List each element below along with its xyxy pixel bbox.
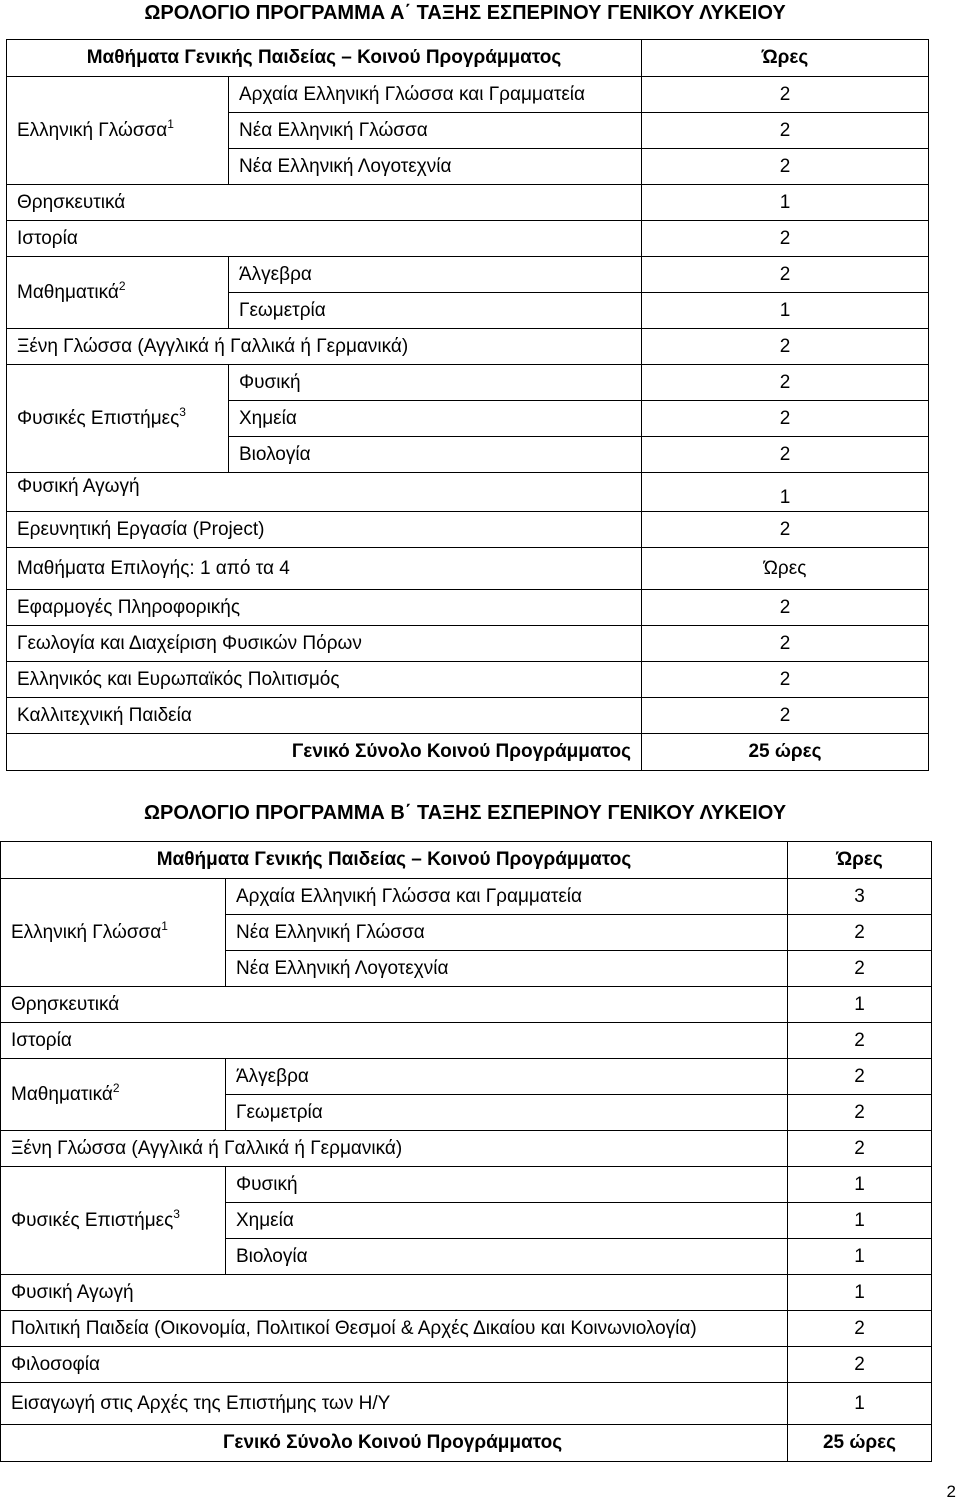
subject-name: Αρχαία Ελληνική Γλώσσα και Γραμματεία (226, 879, 788, 915)
subject-name: Βιολογία (229, 437, 642, 473)
subject-hours: 2 (642, 365, 929, 401)
elective-hours: 2 (642, 590, 929, 626)
science-label: Φυσικές Επιστήμες$^3$ (7, 365, 229, 473)
subject-name: Ερευνητική Εργασία (Project) (7, 512, 642, 548)
elective-hours: 2 (642, 698, 929, 734)
total-hours: 25 ώρες (642, 734, 929, 771)
subject-name: Θρησκευτικά (7, 185, 642, 221)
subject-name: Φυσική Αγωγή (1, 1275, 788, 1311)
subject-hours: 2 (642, 512, 929, 548)
elective-header-hours: Ώρες (642, 548, 929, 590)
table-row (7, 329, 929, 365)
table-row (1, 987, 932, 1023)
subject-name: Φυσική (226, 1167, 788, 1203)
table-row (1, 879, 932, 915)
subject-name: Φυσική Αγωγή (7, 473, 642, 512)
subject-name: Γεωμετρία (229, 293, 642, 329)
subject-hours: 2 (788, 1095, 932, 1131)
table-row (7, 473, 929, 512)
subject-hours: 2 (788, 1311, 932, 1347)
table-row (7, 626, 929, 662)
subject-name: Ιστορία (7, 221, 642, 257)
subject-name: Χημεία (226, 1203, 788, 1239)
subject-name: Γεωμετρία (226, 1095, 788, 1131)
subject-hours: 2 (642, 257, 929, 293)
subject-name: Θρησκευτικά (1, 987, 788, 1023)
subject-hours: 1 (642, 293, 929, 329)
schedule-a-title: ΩΡΟΛΟΓΙΟ ΠΡΟΓΡΑΜΜΑ Α΄ ΤΑΞΗΣ ΕΣΠΕΡΙΝΟΥ ΓΕΝΙΚΟΥ ΛΥΚΕΙΟΥ (144, 2, 786, 24)
subject-hours: 1 (642, 473, 929, 512)
header-label: Μαθήματα Γενικής Παιδείας – Κοινού Προγράμματος (1, 842, 788, 879)
elective-name: Καλλιτεχνική Παιδεία (7, 698, 642, 734)
table-row (1, 1275, 932, 1311)
subject-hours: 3 (788, 879, 932, 915)
subject-hours: 2 (642, 113, 929, 149)
schedule-b-table (0, 841, 932, 1462)
table-row (7, 698, 929, 734)
subject-hours: 1 (788, 1239, 932, 1275)
subject-name: Άλγεβρα (229, 257, 642, 293)
subject-hours: 2 (788, 915, 932, 951)
subject-hours: 2 (788, 1023, 932, 1059)
subject-hours: 1 (788, 1275, 932, 1311)
table-row (7, 662, 929, 698)
science-label: Φυσικές Επιστήμες$^3$ (1, 1167, 226, 1275)
subject-hours: 1 (642, 185, 929, 221)
subject-name: Εισαγωγή στις Αρχές της Επιστήμης των Η/Υ (1, 1383, 788, 1425)
subject-name: Χημεία (229, 401, 642, 437)
subject-hours: 1 (788, 1383, 932, 1425)
subject-hours: 2 (788, 1347, 932, 1383)
subject-name: Πολιτική Παιδεία (Οικονομία, Πολιτικοί Θεσμοί & Αρχές Δικαίου και Κοινωνιολογία) (1, 1311, 788, 1347)
subject-name: Φυσική (229, 365, 642, 401)
subject-hours: 2 (642, 401, 929, 437)
table-row (7, 365, 929, 401)
table-row (7, 590, 929, 626)
subject-hours: 1 (788, 1203, 932, 1239)
subject-name: Φιλοσοφία (1, 1347, 788, 1383)
elective-hours: 2 (642, 662, 929, 698)
math-label: Μαθηματικά$^2$ (1, 1059, 226, 1131)
table-row (1, 1347, 932, 1383)
header-label: Μαθήματα Γενικής Παιδείας – Κοινού Προγράμματος (7, 40, 642, 77)
greek-label: Ελληνική Γλώσσα$^1$ (7, 77, 229, 185)
subject-name: Βιολογία (226, 1239, 788, 1275)
elective-name: Γεωλογία και Διαχείριση Φυσικών Πόρων (7, 626, 642, 662)
subject-hours: 2 (788, 951, 932, 987)
subject-hours: 2 (642, 221, 929, 257)
total-row (1, 1425, 932, 1462)
table-row (7, 221, 929, 257)
table-row (7, 257, 929, 293)
subject-name: Νέα Ελληνική Γλώσσα (229, 113, 642, 149)
table-row (1, 1383, 932, 1425)
elective-hours: 2 (642, 626, 929, 662)
schedule-a-table (6, 39, 929, 771)
table-row (7, 77, 929, 113)
subject-name: Νέα Ελληνική Λογοτεχνία (229, 149, 642, 185)
subject-name: Νέα Ελληνική Γλώσσα (226, 915, 788, 951)
subject-hours: 2 (642, 437, 929, 473)
schedule-b-title: ΩΡΟΛΟΓΙΟ ΠΡΟΓΡΑΜΜΑ Β΄ ΤΑΞΗΣ ΕΣΠΕΡΙΝΟΥ ΓΕΝΙΚΟΥ ΛΥΚΕΙΟΥ (143, 802, 787, 824)
subject-name: Άλγεβρα (226, 1059, 788, 1095)
table-row (1, 1131, 932, 1167)
subject-name: Αρχαία Ελληνική Γλώσσα και Γραμματεία (229, 77, 642, 113)
subject-hours: 2 (642, 149, 929, 185)
table-header-row (1, 842, 932, 879)
subject-name: Ξένη Γλώσσα (Αγγλικά ή Γαλλικά ή Γερμανικά) (1, 1131, 788, 1167)
elective-header-label: Μαθήματα Επιλογής: 1 από τα 4 (7, 548, 642, 590)
header-hours: Ώρες (642, 40, 929, 77)
subject-name: Νέα Ελληνική Λογοτεχνία (226, 951, 788, 987)
subject-name: Ξένη Γλώσσα (Αγγλικά ή Γαλλικά ή Γερμανικά) (7, 329, 642, 365)
elective-name: Ελληνικός και Ευρωπαϊκός Πολιτισμός (7, 662, 642, 698)
header-hours: Ώρες (788, 842, 932, 879)
subject-hours: 2 (642, 329, 929, 365)
greek-label: Ελληνική Γλώσσα$^1$ (1, 879, 226, 987)
table-row (1, 1059, 932, 1095)
table-row (1, 1167, 932, 1203)
table-header-row (7, 40, 929, 77)
table-row (1, 1311, 932, 1347)
total-label: Γενικό Σύνολο Κοινού Προγράμματος (1, 1425, 788, 1462)
subject-hours: 2 (642, 77, 929, 113)
total-label: Γενικό Σύνολο Κοινού Προγράμματος (7, 734, 642, 771)
total-row (7, 734, 929, 771)
subject-hours: 1 (788, 1167, 932, 1203)
table-row (7, 185, 929, 221)
elective-name: Εφαρμογές Πληροφορικής (7, 590, 642, 626)
table-row (1, 1023, 932, 1059)
total-hours: 25 ώρες (788, 1425, 932, 1462)
math-label: Μαθηματικά$^2$ (7, 257, 229, 329)
subject-hours: 2 (788, 1059, 932, 1095)
table-row (7, 512, 929, 548)
subject-name: Ιστορία (1, 1023, 788, 1059)
elective-header-row (7, 548, 929, 590)
subject-hours: 2 (788, 1131, 932, 1167)
subject-hours: 1 (788, 987, 932, 1023)
page-number: 2 (946, 1482, 956, 1501)
